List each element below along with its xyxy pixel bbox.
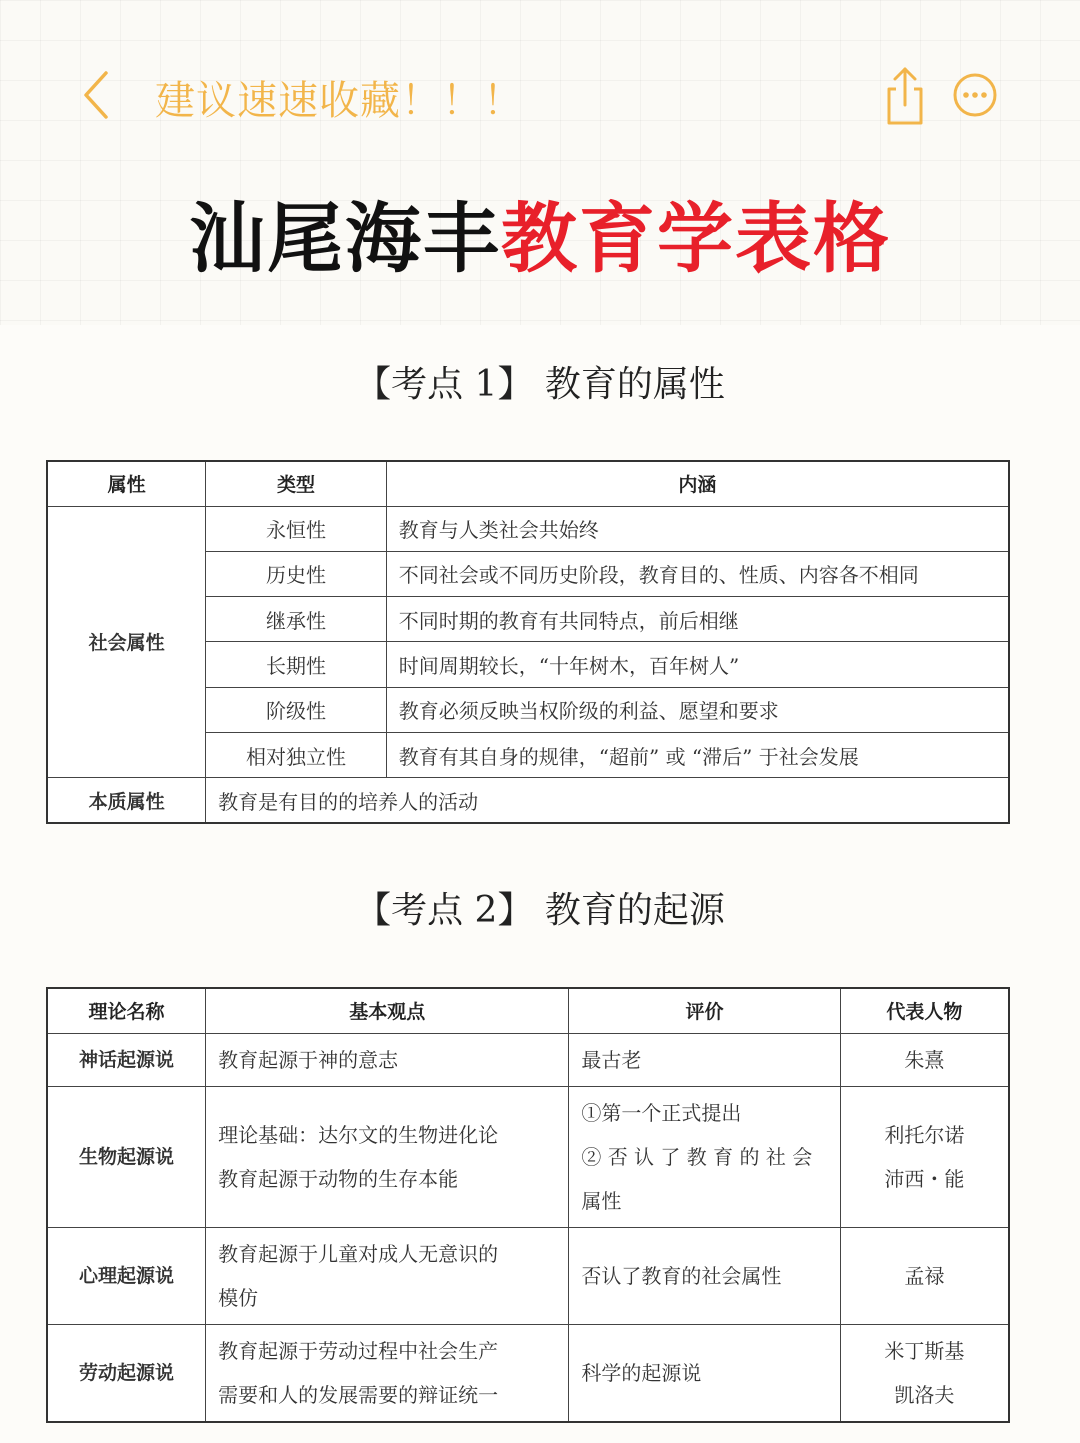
table-row bbox=[47, 778, 1009, 823]
headline-location: 汕尾海丰 bbox=[189, 194, 501, 283]
evaluation-line: 否认了教育的社会属性 bbox=[581, 1263, 782, 1288]
view-cell bbox=[206, 1033, 569, 1086]
person-name: 凯洛夫 bbox=[894, 1382, 955, 1407]
view-cell bbox=[206, 1086, 569, 1227]
evaluation-line: 属性 bbox=[581, 1188, 622, 1213]
people-cell bbox=[840, 1227, 1009, 1324]
view-line: 模仿 bbox=[218, 1285, 259, 1310]
table-row bbox=[47, 1227, 1009, 1324]
back-button[interactable] bbox=[70, 65, 130, 125]
person-name: 朱熹 bbox=[904, 1047, 945, 1072]
content-cell: 时间周期较长，“十年树木，百年树人” bbox=[386, 642, 1009, 687]
column-header: 评价 bbox=[569, 988, 840, 1033]
type-cell: 永恒性 bbox=[206, 506, 387, 551]
type-cell: 相对独立性 bbox=[206, 732, 387, 777]
share-icon bbox=[880, 63, 930, 129]
evaluation-line: ② 否 认 了 教 育 的 社 会 bbox=[581, 1144, 813, 1169]
essence-content: 教育是有目的的培养人的活动 bbox=[206, 778, 1009, 823]
origins-table bbox=[46, 987, 1010, 1423]
content-cell: 教育必须反映当权阶级的利益、愿望和要求 bbox=[386, 687, 1009, 732]
table-header-row bbox=[47, 461, 1009, 506]
view-line: 教育起源于儿童对成人无意识的 bbox=[218, 1241, 499, 1266]
table-row bbox=[47, 1033, 1009, 1086]
note-title: 建议速速收藏！！！ bbox=[155, 78, 524, 124]
section-title-attributes: 【考点 1】 教育的属性 bbox=[355, 364, 725, 405]
evaluation-line: 科学的起源说 bbox=[581, 1360, 702, 1385]
more-icon bbox=[952, 72, 998, 118]
person-name: 孟禄 bbox=[904, 1263, 945, 1288]
column-header: 代表人物 bbox=[840, 988, 1009, 1033]
theory-name: 劳动起源说 bbox=[47, 1324, 206, 1422]
theory-name: 神话起源说 bbox=[47, 1033, 206, 1086]
view-line: 教育起源于劳动过程中社会生产 bbox=[218, 1338, 499, 1363]
view-cell bbox=[206, 1324, 569, 1422]
column-header: 属性 bbox=[47, 461, 206, 506]
attributes-table bbox=[46, 460, 1010, 824]
share-button[interactable] bbox=[880, 63, 930, 129]
people-cell bbox=[840, 1033, 1009, 1086]
theory-name: 生物起源说 bbox=[47, 1086, 206, 1227]
headline-subject: 教育学表格 bbox=[501, 194, 891, 283]
content-cell: 教育有其自身的规律，“超前” 或 “滞后” 于社会发展 bbox=[386, 732, 1009, 777]
content-cell: 教育与人类社会共始终 bbox=[386, 506, 1009, 551]
evaluation-cell bbox=[569, 1324, 840, 1422]
type-cell: 长期性 bbox=[206, 642, 387, 687]
people-cell bbox=[840, 1086, 1009, 1227]
navigation-bar bbox=[0, 55, 1080, 135]
evaluation-cell bbox=[569, 1227, 840, 1324]
table-row bbox=[47, 506, 1009, 551]
column-header: 基本观点 bbox=[206, 988, 569, 1033]
evaluation-line: ①第一个正式提出 bbox=[581, 1100, 742, 1125]
evaluation-cell bbox=[569, 1086, 840, 1227]
table-row bbox=[47, 1086, 1009, 1227]
column-header: 内涵 bbox=[386, 461, 1009, 506]
more-options-button[interactable] bbox=[952, 72, 998, 118]
view-line: 教育起源于神的意志 bbox=[218, 1047, 399, 1072]
essence-label: 本质属性 bbox=[47, 778, 206, 823]
attribute-group-label: 社会属性 bbox=[47, 506, 206, 778]
person-name: 米丁斯基 bbox=[884, 1338, 965, 1363]
evaluation-line: 最古老 bbox=[581, 1047, 642, 1072]
type-cell: 继承性 bbox=[206, 597, 387, 642]
content-cell: 不同时期的教育有共同特点，前后相继 bbox=[386, 597, 1009, 642]
table-row bbox=[47, 1324, 1009, 1422]
type-cell: 阶级性 bbox=[206, 687, 387, 732]
column-header: 理论名称 bbox=[47, 988, 206, 1033]
chevron-left-icon bbox=[70, 65, 130, 125]
column-header: 类型 bbox=[206, 461, 387, 506]
view-line: 需要和人的发展需要的辩证统一 bbox=[218, 1382, 499, 1407]
type-cell: 历史性 bbox=[206, 551, 387, 596]
note-header-area bbox=[0, 0, 1080, 325]
people-cell bbox=[840, 1324, 1009, 1422]
view-line: 理论基础：达尔文的生物进化论 bbox=[218, 1122, 499, 1147]
view-line: 教育起源于动物的生存本能 bbox=[218, 1166, 459, 1191]
person-name: 沛西・能 bbox=[884, 1166, 965, 1191]
section-title-origins: 【考点 2】 教育的起源 bbox=[355, 890, 725, 931]
person-name: 利托尔诺 bbox=[884, 1122, 965, 1147]
headline bbox=[0, 178, 1080, 287]
table-header-row bbox=[47, 988, 1009, 1033]
evaluation-cell bbox=[569, 1033, 840, 1086]
theory-name: 心理起源说 bbox=[47, 1227, 206, 1324]
view-cell bbox=[206, 1227, 569, 1324]
content-cell: 不同社会或不同历史阶段，教育目的、性质、内容各不相同 bbox=[386, 551, 1009, 596]
